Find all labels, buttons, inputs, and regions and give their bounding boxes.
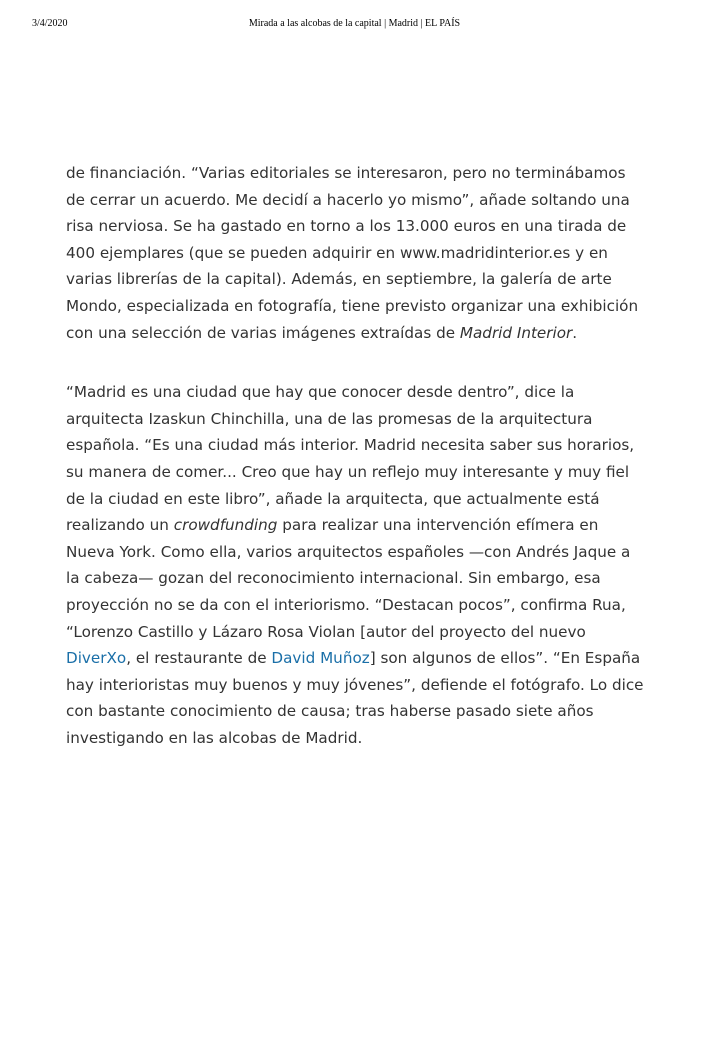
article-paragraph-1 <box>66 160 646 346</box>
paragraph-text: para realizar una intervención efímera en Nueva York. Como ella, varios arquitectos españoles —con Andrés Jaque a la cabeza— gozan del reconocimiento internacional. Sin embargo, esa proyección no se da con el interiorismo. “Destacan pocos”, confirma Rua, “Lorenzo Castillo y Lázaro Rosa Violan [autor del proyecto del nuevo <box>66 516 631 641</box>
book-title-italic: Madrid Interior <box>459 323 573 342</box>
print-page-title: Mirada a las alcobas de la capital | Madrid | EL PAÍS <box>248 18 461 29</box>
paragraph-text: ] son algunos de ellos”. “En España hay interioristas muy buenos y muy jóvenes”, defiende el fotógrafo. Lo dice con bastante conocimiento de causa; tras haberse pasado siete años investigando en las alcobas de Madrid. <box>66 649 644 747</box>
paragraph-text: “Madrid es una ciudad que hay que conocer desde dentro”, dice la arquitecta Izaskun Chinchilla, una de las promesas de la arquitectura española. “Es una ciudad más interior. Madrid necesita saber sus horarios, su manera de comer... Creo que hay un reflejo muy interesante y muy fiel de la ciudad en este libro”, añade la arquitecta, que actualmente está realizando un <box>66 383 635 535</box>
paragraph-text: , el restaurante de <box>126 649 272 668</box>
print-header <box>0 18 709 32</box>
paragraph-text: de financiación. “Varias editoriales se interesaron, pero no terminábamos de cerrar un acuerdo. Me decidí a hacerlo yo mismo”, añade soltando una risa nerviosa. Se ha gastado en torno a los 13.000 euros en una tirada de 400 ejemplares (que se pueden adquirir en www.madridinterior.es y en varias librerías de la capital). Además, en septiembre, la galería de arte Mondo, especializada en fotografía, tiene previsto organizar una exhibición con una selección de varias imágenes extraídas de <box>66 164 639 342</box>
article-body <box>66 160 646 784</box>
crowdfunding-italic: crowdfunding <box>173 516 278 535</box>
print-date: 3/4/2020 <box>32 18 68 29</box>
article-paragraph-2 <box>66 379 646 751</box>
paragraph-text: . <box>572 323 578 342</box>
diverxo-link[interactable]: DiverXo <box>66 649 127 668</box>
david-munoz-link[interactable]: David Muñoz <box>271 649 370 668</box>
